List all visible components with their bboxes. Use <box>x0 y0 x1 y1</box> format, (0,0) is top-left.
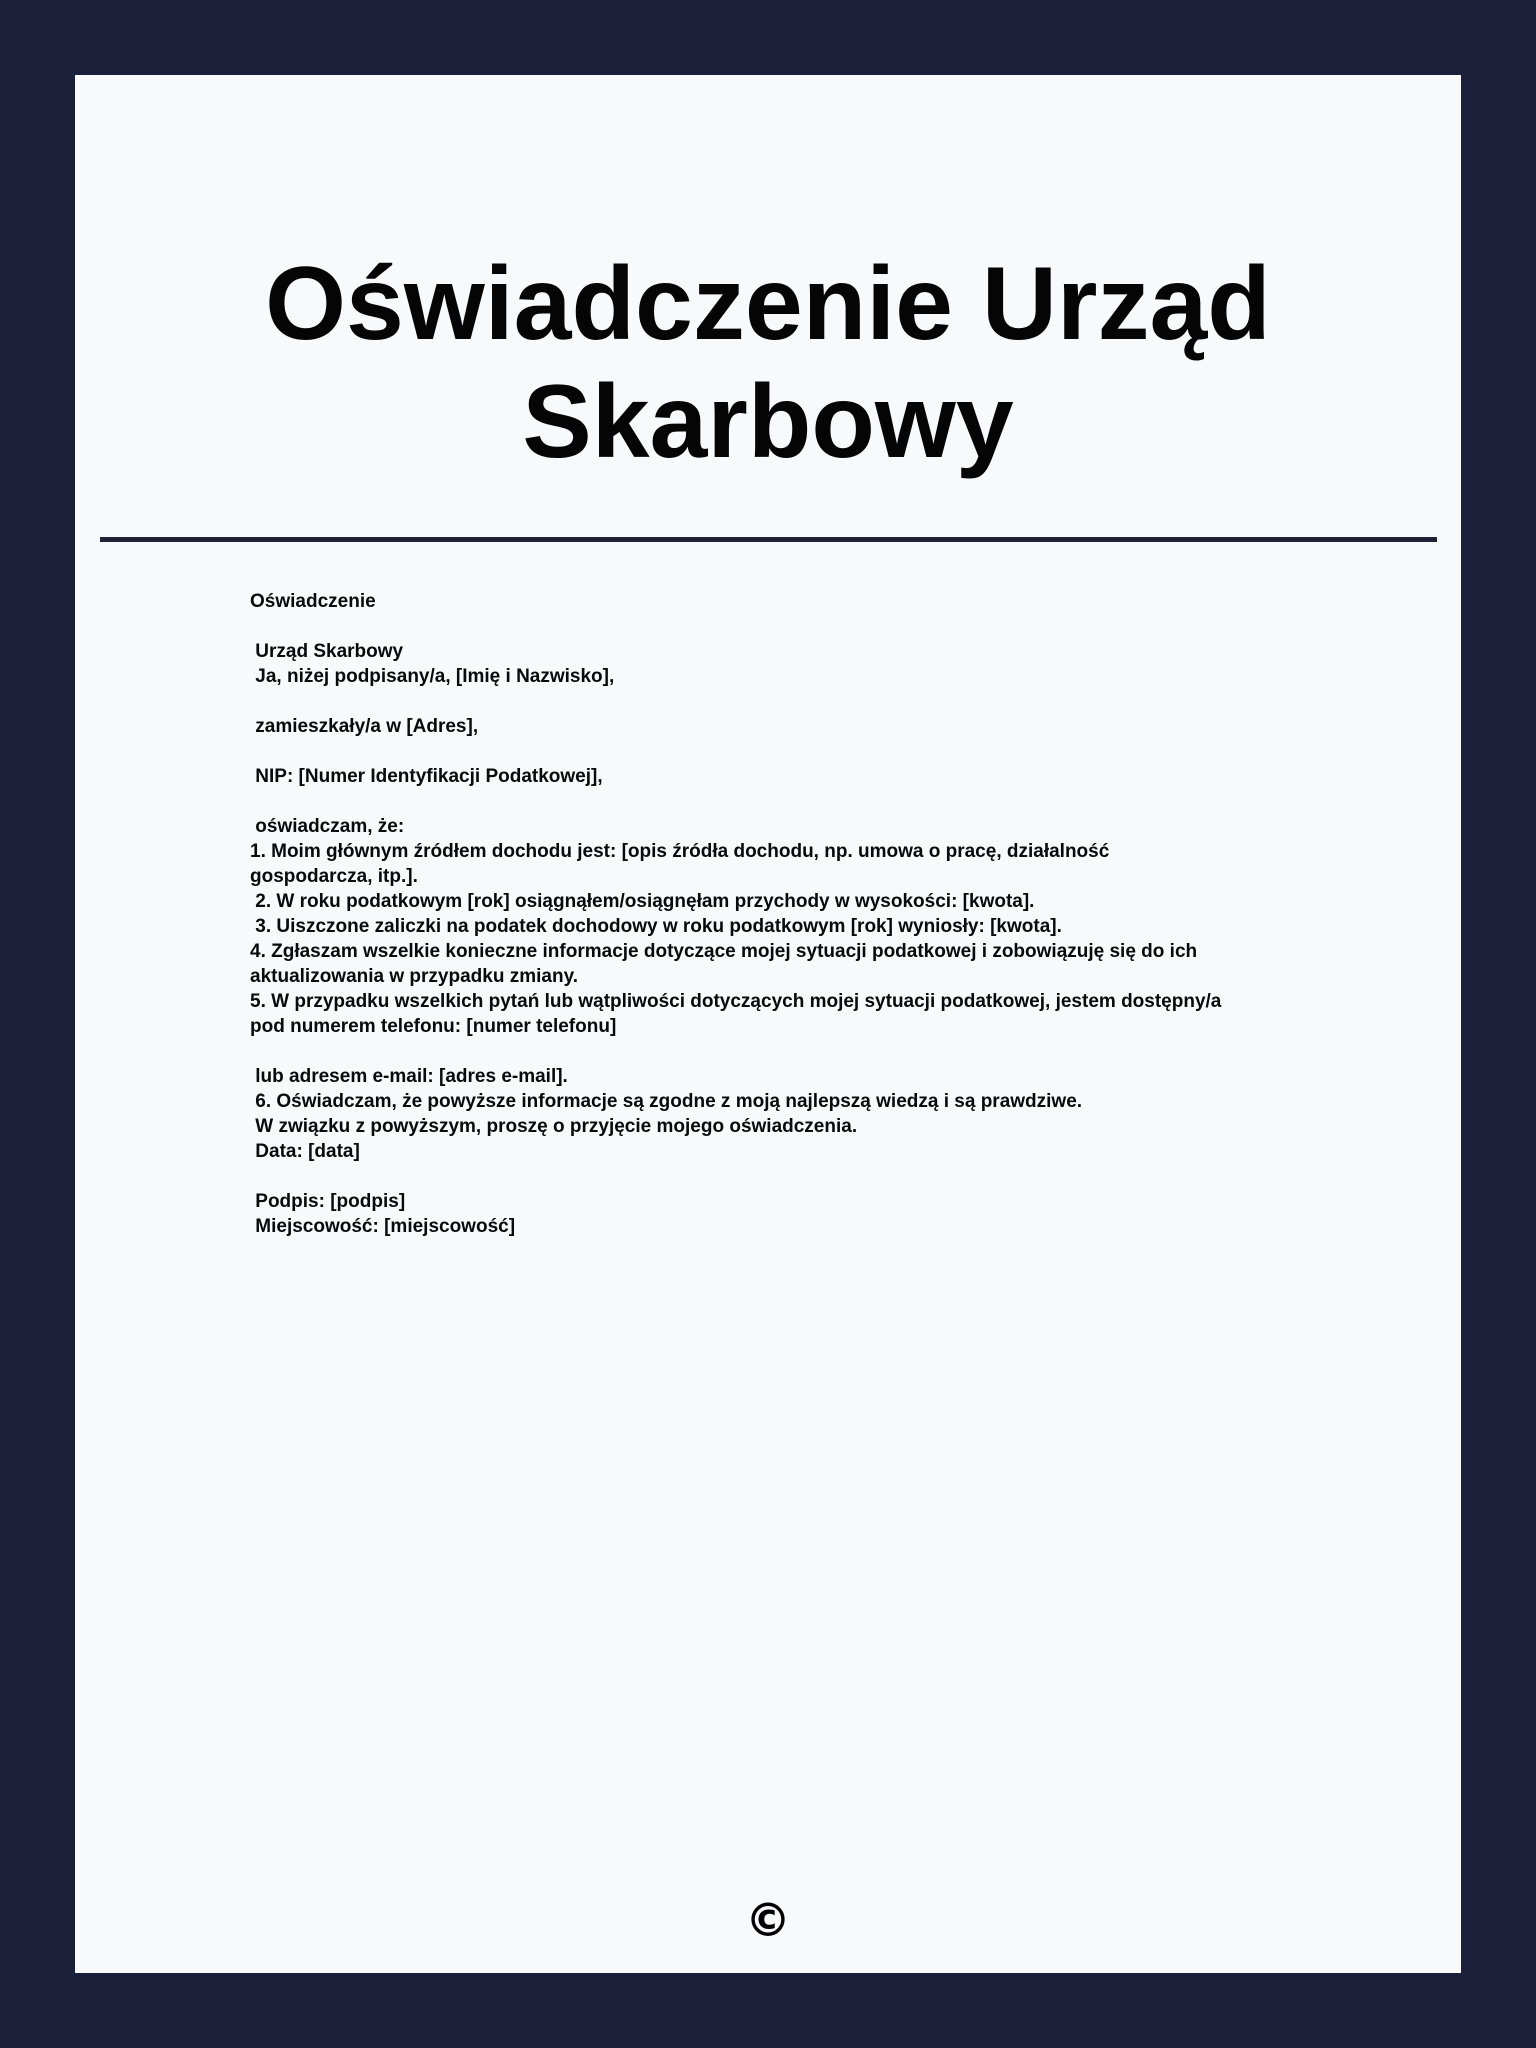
title-divider <box>100 537 1437 542</box>
document-title: Oświadczenie Urząd Skarbowy <box>265 246 1271 480</box>
copyright-icon: © <box>745 1893 791 1947</box>
document-body: Oświadczenie Urząd Skarbowy Ja, niżej podpisany/a, [Imię i Nazwisko], zamieszkały/a w [Adres], NIP: [Numer Identyfikacji Podatkowej], oświadczam, że: 1. Moim głównym źródłem dochodu jest: [opis źródła dochodu, np. umowa o pracę, działalność gospodarcza, itp.]. 2. W roku podatkowym [rok] osiągnąłem/osiągnęłam przychody w wysokości: [kwota]. 3. Uiszczone zaliczki na podatek dochodowy w roku podatkowym [rok] wyniosły: [kwota]. 4. Zgłaszam wszelkie konieczne informacje dotyczące mojej sytuacji podatkowej i zobowiązuję się do ich aktualizowania w przypadku zmiany. 5. W przypadku wszelkich pytań lub wątpliwości dotyczących mojej sytuacji podatkowej, jestem dostępny/a pod numerem telefonu: [numer telefonu] lub adresem e-mail: [adres e-mail]. 6. Oświadczam, że powyższe informacje są zgodne z moją najlepszą wiedzą i są prawdziwe. W związku z powyższym, proszę o przyjęcie mojego oświadczenia. Data: [data] Podpis: [podpis] Miejscowość: [miejscowość] <box>250 591 1222 1237</box>
document-page <box>75 75 1461 1973</box>
